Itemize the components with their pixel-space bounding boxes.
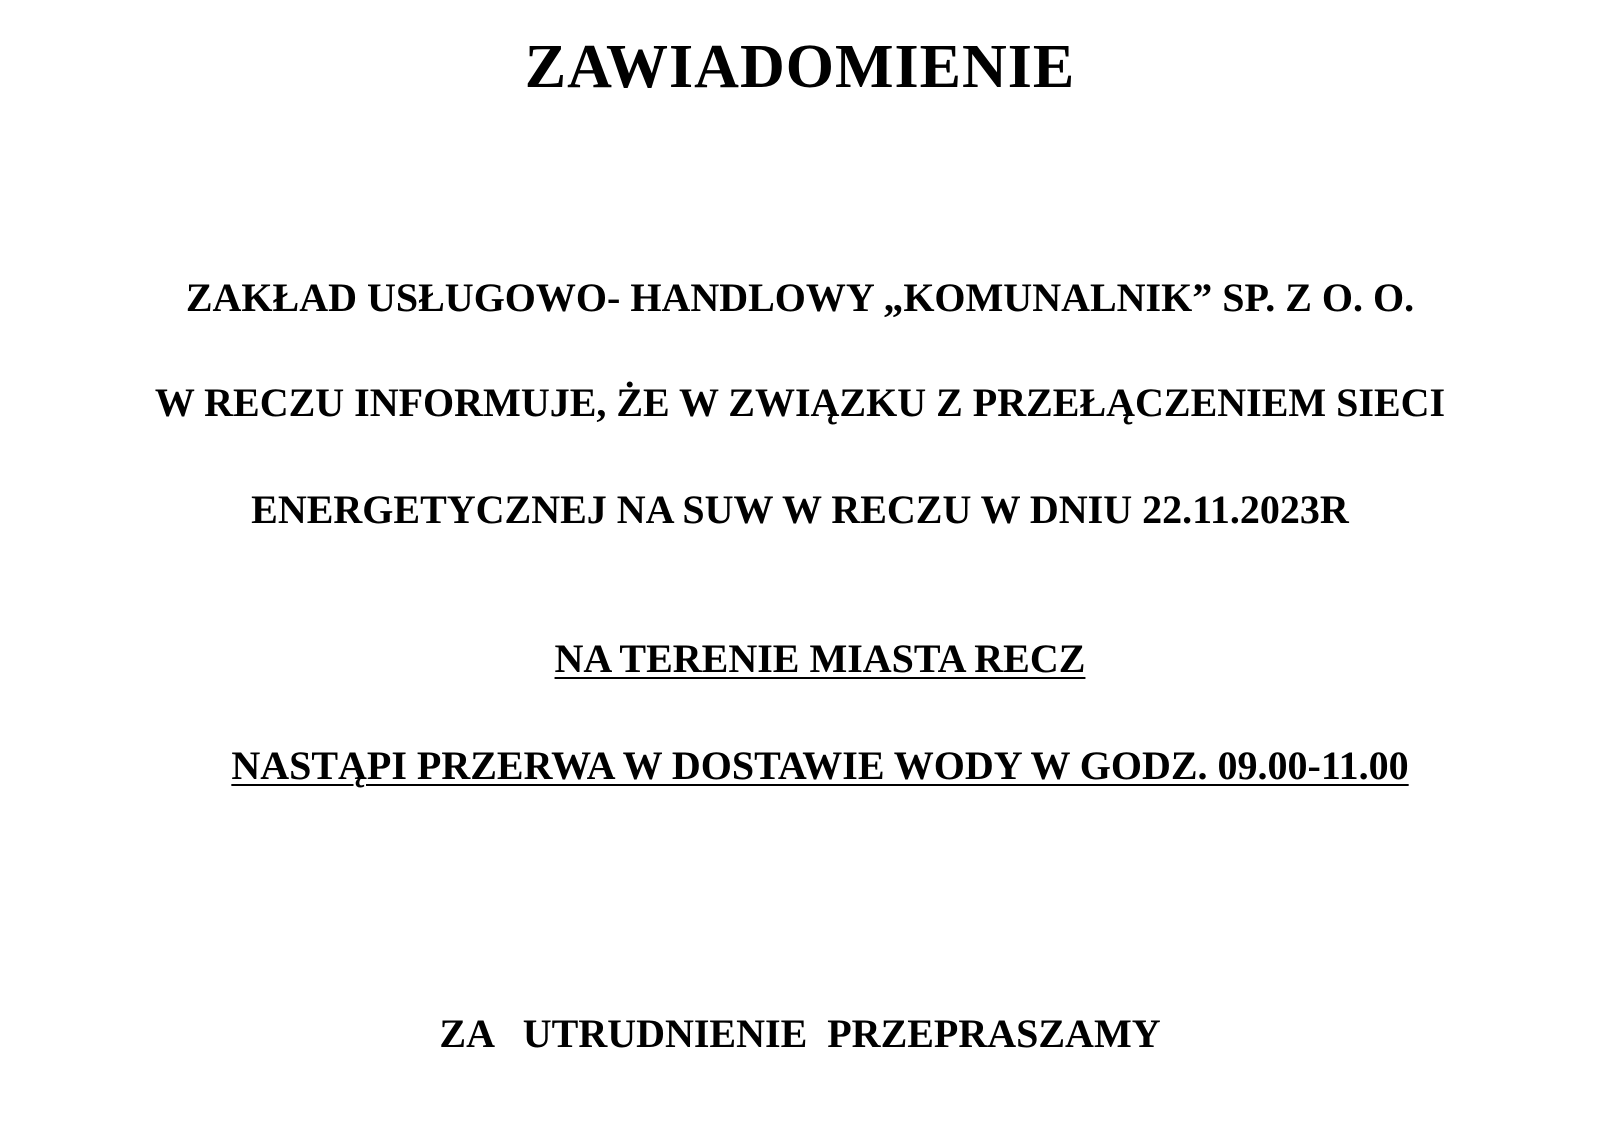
- area-text: NA TERENIE MIASTA RECZ: [554, 636, 1086, 681]
- area-line: [0, 599, 1600, 719]
- info-line: W RECZU INFORMUJE, ŻE W ZWIĄZKU Z PRZEŁĄCZENIEM SIECI: [154, 380, 1446, 425]
- apology-line: ZA UTRUDNIENIE PRZEPRASZAMY: [439, 1011, 1161, 1056]
- company-line: ZAKŁAD USŁUGOWO- HANDLOWY „KOMUNALNIK” SP. Z O. O.: [185, 275, 1415, 320]
- notice-title: ZAWIADOMIENIE: [524, 33, 1076, 101]
- outage-line: [0, 706, 1600, 826]
- outage-text: NASTĄPI PRZERWA W DOSTAWIE WODY W GODZ. 09.00-11.00: [231, 743, 1409, 788]
- date-line: ENERGETYCZNEJ NA SUW W RECZU W DNIU 22.11.2023R: [251, 487, 1349, 532]
